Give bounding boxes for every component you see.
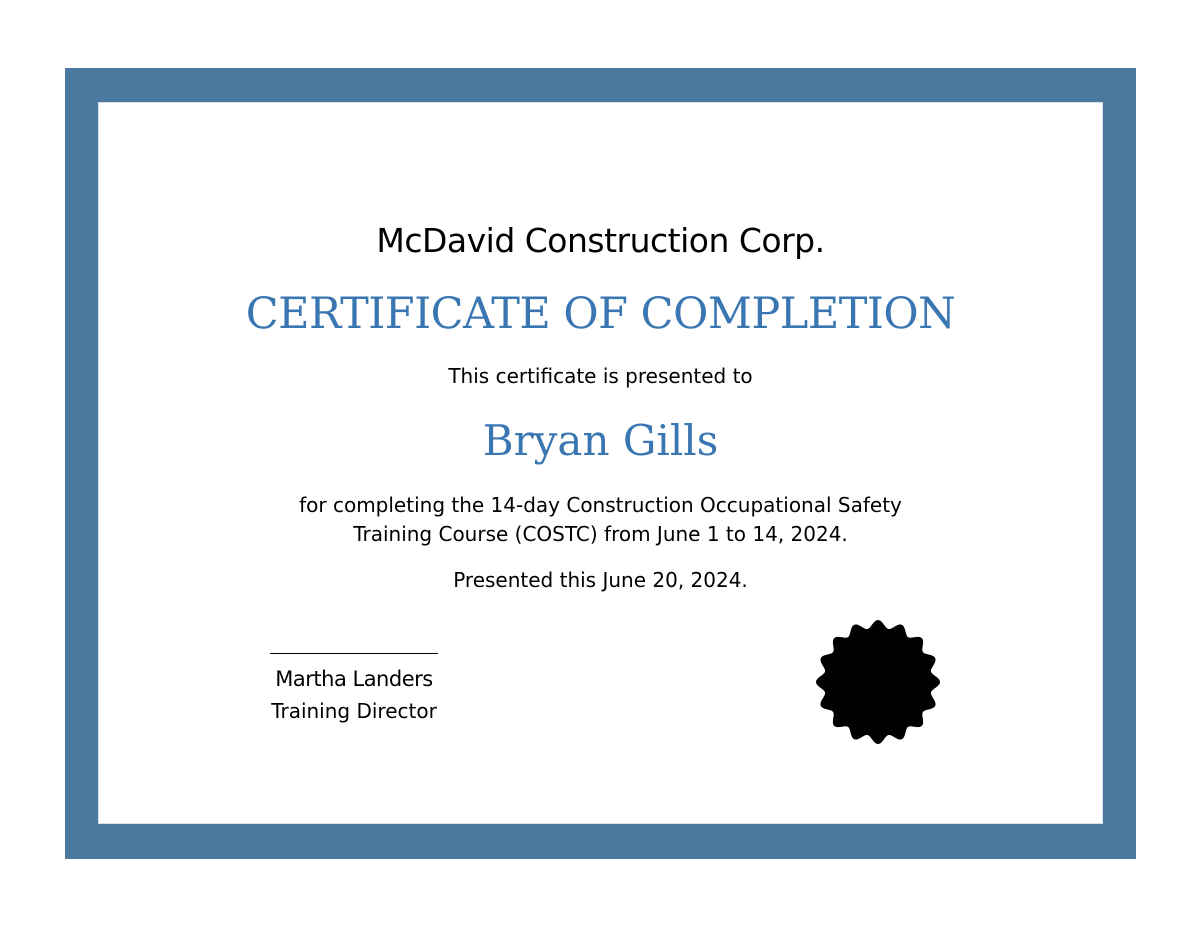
certificate-border [65,68,1136,859]
presented-date: Presented this June 20, 2024. [453,568,748,592]
signature-block [259,653,449,728]
completion-reason-line-1: for completing the 14-day Construction Occupational Safety [299,493,902,517]
recipient-name: Bryan Gills [482,416,719,465]
certificate-title: CERTIFICATE OF COMPLETION [245,289,956,339]
completion-reason-line-2: Training Course (COSTC) from June 1 to 14, 2024. [353,522,848,546]
seal-badge-icon [814,618,942,746]
completion-reason [99,491,1102,549]
certificate-body [98,102,1103,824]
signatory-name: Martha Landers [275,667,433,691]
presented-to-text: This certificate is presented to [448,364,753,388]
signatory-title: Training Director [271,699,437,723]
company-name: McDavid Construction Corp. [376,221,825,260]
signature-line [270,653,438,654]
